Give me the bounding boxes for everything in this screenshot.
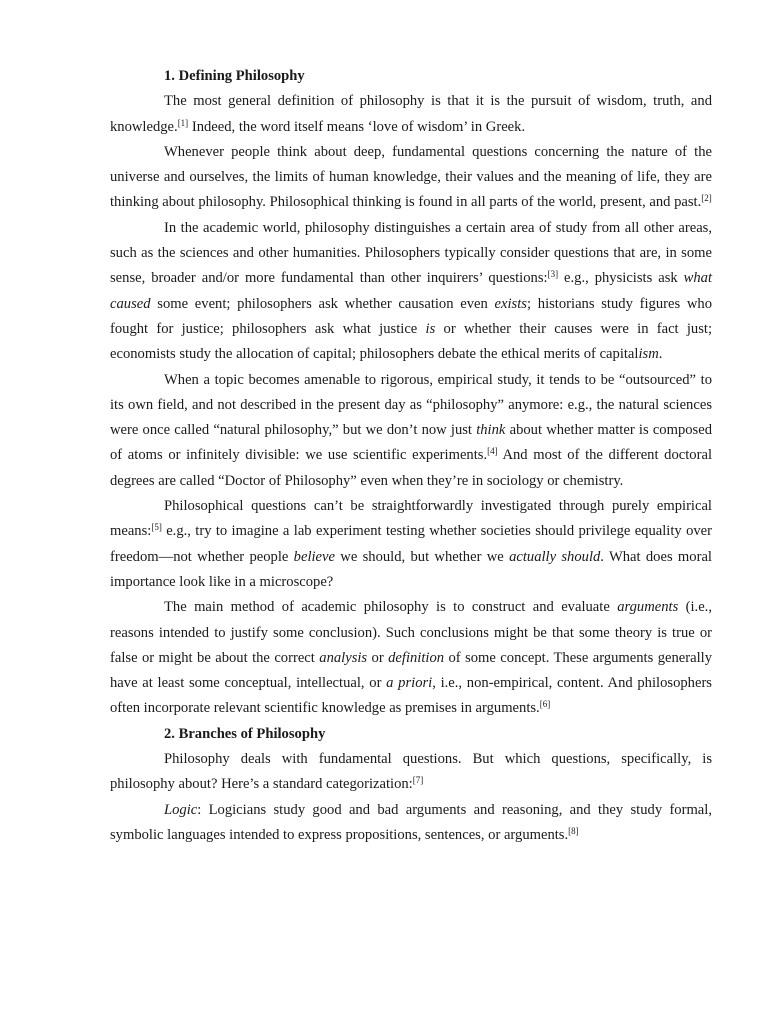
footnote-ref-1[interactable]: [1] xyxy=(177,117,189,128)
section-heading-branches: 2. Branches of Philosophy xyxy=(164,725,326,742)
footnote-ref-2[interactable]: [2] xyxy=(701,193,712,204)
section-heading-defining-philosophy: 1. Defining Philosophy xyxy=(164,68,305,84)
footnote-ref-4[interactable]: [4] xyxy=(487,446,498,457)
document-page xyxy=(110,64,712,848)
footnote-ref-8[interactable]: [8] xyxy=(568,825,579,836)
paragraph-deep-questions: Whenever people think about deep, fundamental questions concerning the nature of the universe and ourselves, the limits of human knowledge, their values and the meaning of life, they are thinking about philosophy. Philosophical thinking is found in all parts of the world, present, and past.[2] xyxy=(110,143,712,211)
footnote-ref-3[interactable]: [3] xyxy=(547,269,559,280)
paragraph-fundamental-questions: Philosophy deals with fundamental questions. But which questions, specifically, is philosophy about? Here’s a standard categorization:[7] xyxy=(110,751,712,793)
paragraph-outsourced: When a topic becomes amenable to rigorous, empirical study, it tends to be “outsourced” to its own field, and not described in the present day as “philosophy” anymore: e.g., the natural sciences were once called “natural philosophy,” but we don’t now just think about whether matter is composed of atoms or infinitely divisible: we use scientific experiments.[4] And most of the different doctoral degrees are called “Doctor of Philosophy” even when they’re in sociology or chemistry. xyxy=(110,371,712,489)
footnote-ref-7[interactable]: [7] xyxy=(412,775,424,786)
paragraph-logic: Logic: Logicians study good and bad arguments and reasoning, and they study formal, symbolic languages intended to express propositions, sentences, or arguments.[8] xyxy=(110,801,712,843)
paragraph-empirical-means: Philosophical questions can’t be straightforwardly investigated through purely empirical means:[5] e.g., try to imagine a lab experiment testing whether societies should privilege equality over freedom—not whether people believe we should, but whether we actually should. What does moral importance look like in a microscope? xyxy=(110,498,712,590)
paragraph-main-method: The main method of academic philosophy is to construct and evaluate arguments (i.e., reasons intended to justify some conclusion). Such conclusions might be that some theory is true or false or might be about the correct analysis or definition of some concept. These arguments generally have at least some conceptual, intellectual, or a priori, i.e., non-empirical, content. And philosophers often incorporate relevant scientific knowledge as premises in arguments.[6] xyxy=(110,599,713,717)
footnote-ref-6[interactable]: [6] xyxy=(539,699,551,710)
footnote-ref-5[interactable]: [5] xyxy=(151,522,162,533)
paragraph-definition: The most general definition of philosophy is that it is the pursuit of wisdom, truth, and knowledge.[1] Indeed, the word itself means ‘love of wisdom’ in Greek. xyxy=(110,93,712,135)
paragraph-academic-world: In the academic world, philosophy distinguishes a certain area of study from all other areas, such as the sciences and other humanities. Philosophers typically consider questions that are, in some sense, broader and/or more fundamental than other inquirers’ questions:[3] e.g., physicists ask what caused some event; philosophers ask whether causation even exists; historians study figures who fought for justice; philosophers ask what justice is or whether their causes were in fact just; economists study the allocation of capital; philosophers debate the ethical merits of capitalism. xyxy=(110,219,713,363)
